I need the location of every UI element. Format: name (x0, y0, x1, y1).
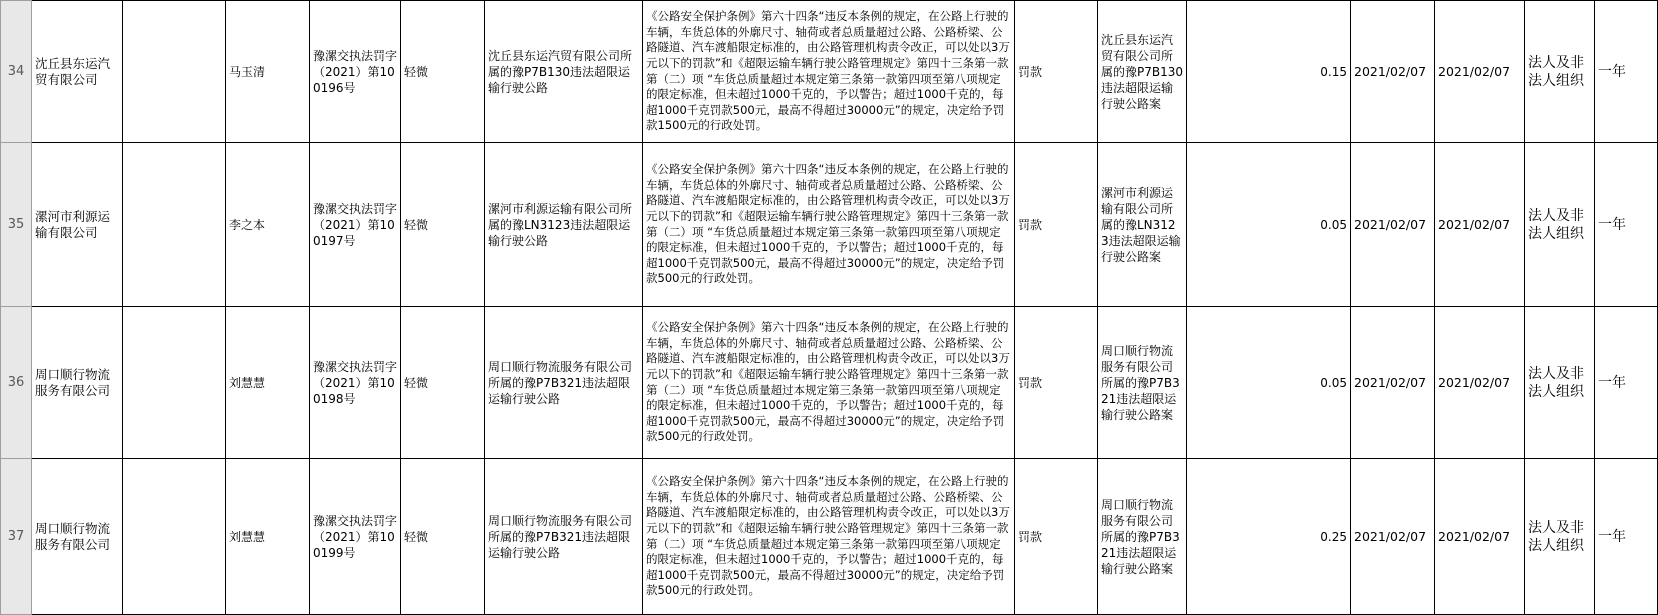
row-header[interactable]: 35 (1, 143, 32, 307)
document-number-cell[interactable]: 豫漯交执法罚字（2021）第100196号 (310, 1, 401, 143)
decision-date-cell[interactable]: 2021/02/07 (1351, 1, 1435, 143)
penalty-type-cell[interactable]: 罚款 (1015, 459, 1098, 615)
penalty-type-cell[interactable]: 罚款 (1015, 1, 1098, 143)
severity-cell[interactable]: 轻微 (401, 307, 485, 459)
case-name-cell[interactable]: 沈丘县东运汽贸有限公司所属的豫P7B130违法超限运输行驶公路案 (1098, 1, 1187, 143)
decision-date-cell[interactable]: 2021/02/07 (1351, 143, 1435, 307)
row-header[interactable]: 36 (1, 307, 32, 459)
amount-cell[interactable]: 0.15 (1187, 1, 1351, 143)
case-name-cell[interactable]: 漯河市利源运输有限公司所属的豫LN3123违法超限运输行驶公路案 (1098, 143, 1187, 307)
period-cell[interactable]: 一年 (1595, 307, 1658, 459)
decision-date-cell[interactable]: 2021/02/07 (1351, 307, 1435, 459)
company-cell[interactable]: 漯河市利源运输有限公司 (32, 143, 123, 307)
row-header[interactable]: 34 (1, 1, 32, 143)
publish-date-cell[interactable]: 2021/02/07 (1435, 459, 1525, 615)
decision-date-cell[interactable]: 2021/02/07 (1351, 459, 1435, 615)
case-name-cell[interactable]: 周口顺行物流服务有限公司所属的豫P7B321违法超限运输行驶公路案 (1098, 459, 1187, 615)
scope-cell[interactable]: 法人及非法人组织 (1525, 1, 1595, 143)
empty-cell[interactable] (123, 1, 226, 143)
period-cell[interactable]: 一年 (1595, 1, 1658, 143)
violation-cell[interactable]: 漯河市利源运输有限公司所属的豫LN3123违法超限运输行驶公路 (485, 143, 643, 307)
publish-date-cell[interactable]: 2021/02/07 (1435, 143, 1525, 307)
legal-basis-cell[interactable]: 《公路安全保护条例》第六十四条“违反本条例的规定，在公路上行驶的车辆，车货总体的外廓尺寸、轴荷或者总质量超过公路、公路桥梁、公路隧道、汽车渡船限定标准的，由公路管理机构责令改正，可以处以3万元以下的罚款”和《超限运输车辆行驶公路管理规定》第四十三条第一款第（二）项 “车货总质量超过本规定第三条第一款第四项至第八项规定的限定标准，但未超过1000千克的，予以警告；超过1000千克的，每超1000千克罚款500元，最高不得超过30000元”的规定，决定给予罚款500元的行政处罚。 (643, 143, 1015, 307)
legal-rep-cell[interactable]: 刘慧慧 (226, 459, 310, 615)
legal-basis-cell[interactable]: 《公路安全保护条例》第六十四条“违反本条例的规定，在公路上行驶的车辆，车货总体的外廓尺寸、轴荷或者总质量超过公路、公路桥梁、公路隧道、汽车渡船限定标准的，由公路管理机构责令改正，可以处以3万元以下的罚款”和《超限运输车辆行驶公路管理规定》第四十三条第一款第（二）项 “车货总质量超过本规定第三条第一款第四项至第八项规定的限定标准，但未超过1000千克的，予以警告；超过1000千克的，每超1000千克罚款500元，最高不得超过30000元”的规定，决定给予罚款500元的行政处罚。 (643, 459, 1015, 615)
severity-cell[interactable]: 轻微 (401, 459, 485, 615)
legal-rep-cell[interactable]: 刘慧慧 (226, 307, 310, 459)
case-name-cell[interactable]: 周口顺行物流服务有限公司所属的豫P7B321违法超限运输行驶公路案 (1098, 307, 1187, 459)
empty-cell[interactable] (123, 143, 226, 307)
table-row[interactable] (1, 459, 1658, 615)
company-cell[interactable]: 周口顺行物流服务有限公司 (32, 307, 123, 459)
violation-cell[interactable]: 沈丘县东运汽贸有限公司所属的豫P7B130违法超限运输行驶公路 (485, 1, 643, 143)
table-row[interactable] (1, 307, 1658, 459)
penalty-type-cell[interactable]: 罚款 (1015, 143, 1098, 307)
scope-cell[interactable]: 法人及非法人组织 (1525, 143, 1595, 307)
violation-cell[interactable]: 周口顺行物流服务有限公司所属的豫P7B321违法超限运输行驶公路 (485, 307, 643, 459)
publish-date-cell[interactable]: 2021/02/07 (1435, 1, 1525, 143)
violation-cell[interactable]: 周口顺行物流服务有限公司所属的豫P7B321违法超限运输行驶公路 (485, 459, 643, 615)
document-number-cell[interactable]: 豫漯交执法罚字（2021）第100197号 (310, 143, 401, 307)
legal-rep-cell[interactable]: 李之本 (226, 143, 310, 307)
empty-cell[interactable] (123, 307, 226, 459)
period-cell[interactable]: 一年 (1595, 459, 1658, 615)
amount-cell[interactable]: 0.05 (1187, 307, 1351, 459)
row-header[interactable]: 37 (1, 459, 32, 615)
amount-cell[interactable]: 0.05 (1187, 143, 1351, 307)
table-row[interactable] (1, 143, 1658, 307)
scope-cell[interactable]: 法人及非法人组织 (1525, 459, 1595, 615)
scope-cell[interactable]: 法人及非法人组织 (1525, 307, 1595, 459)
table-row[interactable] (1, 1, 1658, 143)
publish-date-cell[interactable]: 2021/02/07 (1435, 307, 1525, 459)
penalty-type-cell[interactable]: 罚款 (1015, 307, 1098, 459)
document-number-cell[interactable]: 豫漯交执法罚字（2021）第100198号 (310, 307, 401, 459)
document-number-cell[interactable]: 豫漯交执法罚字（2021）第100199号 (310, 459, 401, 615)
legal-rep-cell[interactable]: 马玉清 (226, 1, 310, 143)
company-cell[interactable]: 沈丘县东运汽贸有限公司 (32, 1, 123, 143)
severity-cell[interactable]: 轻微 (401, 1, 485, 143)
amount-cell[interactable]: 0.25 (1187, 459, 1351, 615)
legal-basis-cell[interactable]: 《公路安全保护条例》第六十四条“违反本条例的规定，在公路上行驶的车辆，车货总体的外廓尺寸、轴荷或者总质量超过公路、公路桥梁、公路隧道、汽车渡船限定标准的，由公路管理机构责令改正，可以处以3万元以下的罚款”和《超限运输车辆行驶公路管理规定》第四十三条第一款第（二）项 “车货总质量超过本规定第三条第一款第四项至第八项规定的限定标准，但未超过1000千克的，予以警告；超过1000千克的，每超1000千克罚款500元，最高不得超过30000元”的规定，决定给予罚款500元的行政处罚。 (643, 307, 1015, 459)
legal-basis-cell[interactable]: 《公路安全保护条例》第六十四条“违反本条例的规定，在公路上行驶的车辆，车货总体的外廓尺寸、轴荷或者总质量超过公路、公路桥梁、公路隧道、汽车渡船限定标准的，由公路管理机构责令改正，可以处以3万元以下的罚款”和《超限运输车辆行驶公路管理规定》第四十三条第一款第（二）项 “车货总质量超过本规定第三条第一款第四项至第八项规定的限定标准，但未超过1000千克的，予以警告；超过1000千克的，每超1000千克罚款500元，最高不得超过30000元”的规定，决定给予罚款1500元的行政处罚。 (643, 1, 1015, 143)
period-cell[interactable]: 一年 (1595, 143, 1658, 307)
empty-cell[interactable] (123, 459, 226, 615)
company-cell[interactable]: 周口顺行物流服务有限公司 (32, 459, 123, 615)
severity-cell[interactable]: 轻微 (401, 143, 485, 307)
